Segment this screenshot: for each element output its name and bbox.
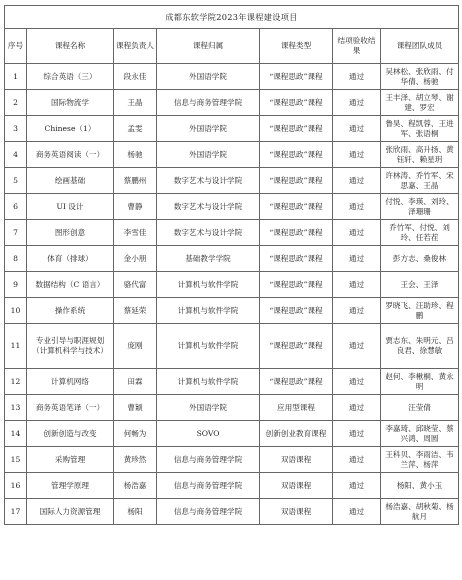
course-lead: 杨驰 bbox=[114, 142, 157, 168]
row-number: 3 bbox=[5, 116, 27, 142]
team-members: 付悦、李瑛、刘玲、泽珊珊 bbox=[381, 194, 459, 220]
header-course-name: 课程名称 bbox=[27, 29, 114, 64]
acceptance-result: 通过 bbox=[333, 90, 381, 116]
row-number: 2 bbox=[5, 90, 27, 116]
acceptance-result: 通过 bbox=[333, 168, 381, 194]
course-dept: 外国语学院 bbox=[157, 116, 260, 142]
acceptance-result: 通过 bbox=[333, 64, 381, 90]
course-type: 应用型课程 bbox=[260, 395, 333, 421]
course-name: 数据结构（C 语言） bbox=[27, 272, 114, 298]
course-dept: 数字艺术与设计学院 bbox=[157, 194, 260, 220]
course-lead: 孟雯 bbox=[114, 116, 157, 142]
row-number: 5 bbox=[5, 168, 27, 194]
document bbox=[4, 5, 458, 525]
team-members: 罗晓飞、汪助珍、程鹏 bbox=[381, 298, 459, 324]
header-row bbox=[5, 29, 459, 64]
course-dept: 信息与商务管理学院 bbox=[157, 90, 260, 116]
course-lead: 曹静 bbox=[114, 194, 157, 220]
course-name: 采购管理 bbox=[27, 447, 114, 473]
header-team: 课程团队成员 bbox=[381, 29, 459, 64]
course-type: 双语课程 bbox=[260, 473, 333, 499]
table-row bbox=[5, 246, 459, 272]
acceptance-result: 通过 bbox=[333, 421, 381, 447]
row-number: 17 bbox=[5, 499, 27, 525]
table-row bbox=[5, 499, 459, 525]
header-no: 序号 bbox=[5, 29, 27, 64]
course-type: 双语课程 bbox=[260, 499, 333, 525]
course-type: “课程思政”课程 bbox=[260, 324, 333, 369]
course-name: Chinese（1） bbox=[27, 116, 114, 142]
table-body bbox=[5, 64, 459, 525]
row-number: 12 bbox=[5, 369, 27, 395]
course-type: “课程思政”课程 bbox=[260, 90, 333, 116]
table-row bbox=[5, 64, 459, 90]
acceptance-result: 通过 bbox=[333, 246, 381, 272]
course-lead: 杨浩嘉 bbox=[114, 473, 157, 499]
team-members: 汪莹倩 bbox=[381, 395, 459, 421]
table-row bbox=[5, 395, 459, 421]
course-type: “课程思政”课程 bbox=[260, 194, 333, 220]
table-row bbox=[5, 220, 459, 246]
table-row bbox=[5, 168, 459, 194]
acceptance-result: 通过 bbox=[333, 499, 381, 525]
team-members: 李嘉琦、邱晓莹、蔡兴鸿、周圆 bbox=[381, 421, 459, 447]
acceptance-result: 通过 bbox=[333, 272, 381, 298]
header-lead: 课程负责人 bbox=[114, 29, 157, 64]
course-lead: 田霖 bbox=[114, 369, 157, 395]
table-row bbox=[5, 421, 459, 447]
team-members: 杨阳、黄小玉 bbox=[381, 473, 459, 499]
team-members: 赵何、李楸桐、黄永明 bbox=[381, 369, 459, 395]
course-lead: 蔡鹏州 bbox=[114, 168, 157, 194]
acceptance-result: 通过 bbox=[333, 473, 381, 499]
acceptance-result: 通过 bbox=[333, 324, 381, 369]
course-type: 创新创业教育课程 bbox=[260, 421, 333, 447]
row-number: 6 bbox=[5, 194, 27, 220]
team-members: 杨浩嘉、胡秋菊、杨航月 bbox=[381, 499, 459, 525]
course-name: 国际物流学 bbox=[27, 90, 114, 116]
acceptance-result: 通过 bbox=[333, 395, 381, 421]
course-lead: 庞刚 bbox=[114, 324, 157, 369]
course-lead: 段永佳 bbox=[114, 64, 157, 90]
course-lead: 骆代富 bbox=[114, 272, 157, 298]
course-lead: 曹颖 bbox=[114, 395, 157, 421]
table-row bbox=[5, 116, 459, 142]
course-lead: 李雪佳 bbox=[114, 220, 157, 246]
table-row bbox=[5, 473, 459, 499]
course-type: “课程思政”课程 bbox=[260, 220, 333, 246]
course-dept: 信息与商务管理学院 bbox=[157, 499, 260, 525]
row-number: 13 bbox=[5, 395, 27, 421]
table-row bbox=[5, 324, 459, 369]
course-type: “课程思政”课程 bbox=[260, 142, 333, 168]
acceptance-result: 通过 bbox=[333, 298, 381, 324]
course-dept: 计算机与软件学院 bbox=[157, 324, 260, 369]
acceptance-result: 通过 bbox=[333, 369, 381, 395]
course-dept: 基础教学学院 bbox=[157, 246, 260, 272]
acceptance-result: 通过 bbox=[333, 194, 381, 220]
table-row bbox=[5, 194, 459, 220]
course-type: “课程思政”课程 bbox=[260, 298, 333, 324]
course-dept: 外国语学院 bbox=[157, 64, 260, 90]
course-lead: 王晶 bbox=[114, 90, 157, 116]
table-row bbox=[5, 298, 459, 324]
course-name: 绘画基础 bbox=[27, 168, 114, 194]
row-number: 1 bbox=[5, 64, 27, 90]
header-dept: 课程归属 bbox=[157, 29, 260, 64]
course-type: “课程思政”课程 bbox=[260, 369, 333, 395]
course-type: “课程思政”课程 bbox=[260, 116, 333, 142]
course-dept: 数字艺术与设计学院 bbox=[157, 168, 260, 194]
team-members: 鲁昊、程凯蓉、王进军、张语桐 bbox=[381, 116, 459, 142]
course-dept: 计算机与软件学院 bbox=[157, 272, 260, 298]
row-number: 9 bbox=[5, 272, 27, 298]
course-name: 国际人力资源管理 bbox=[27, 499, 114, 525]
table-row bbox=[5, 272, 459, 298]
team-members: 乔竹军、付悦、刘玲、任若茬 bbox=[381, 220, 459, 246]
course-name: 创新创造与改变 bbox=[27, 421, 114, 447]
course-dept: 信息与商务管理学院 bbox=[157, 447, 260, 473]
course-dept: SOVO bbox=[157, 421, 260, 447]
course-name: 计算机网络 bbox=[27, 369, 114, 395]
acceptance-result: 通过 bbox=[333, 142, 381, 168]
course-name: 商务英语阅读（一） bbox=[27, 142, 114, 168]
table-row bbox=[5, 369, 459, 395]
course-lead: 杨阳 bbox=[114, 499, 157, 525]
course-lead: 何畅为 bbox=[114, 421, 157, 447]
team-members: 贾志东、朱明元、吕良君、徐慧敏 bbox=[381, 324, 459, 369]
course-type: “课程思政”课程 bbox=[260, 168, 333, 194]
course-type: “课程思政”课程 bbox=[260, 64, 333, 90]
team-members: 许林涛、乔竹军、宋思嘉、王晶 bbox=[381, 168, 459, 194]
course-type: 双语课程 bbox=[260, 447, 333, 473]
acceptance-result: 通过 bbox=[333, 220, 381, 246]
title-row bbox=[5, 6, 459, 29]
table-row bbox=[5, 142, 459, 168]
team-members: 王丰泽、胡立琴、谢建、罗宏 bbox=[381, 90, 459, 116]
course-lead: 金小朋 bbox=[114, 246, 157, 272]
row-number: 16 bbox=[5, 473, 27, 499]
course-dept: 外国语学院 bbox=[157, 395, 260, 421]
course-lead: 蔡延荣 bbox=[114, 298, 157, 324]
team-members: 王会、王泽 bbox=[381, 272, 459, 298]
course-dept: 信息与商务管理学院 bbox=[157, 473, 260, 499]
course-dept: 计算机与软件学院 bbox=[157, 298, 260, 324]
table-row bbox=[5, 90, 459, 116]
course-name: 体育（排球） bbox=[27, 246, 114, 272]
course-lead: 黄珍然 bbox=[114, 447, 157, 473]
row-number: 11 bbox=[5, 324, 27, 369]
course-table bbox=[4, 5, 459, 525]
acceptance-result: 通过 bbox=[333, 447, 381, 473]
row-number: 10 bbox=[5, 298, 27, 324]
row-number: 15 bbox=[5, 447, 27, 473]
course-name: 商务英语笔译（一） bbox=[27, 395, 114, 421]
team-members: 吴林松、张欣雨、付华倩、杨驰 bbox=[381, 64, 459, 90]
row-number: 4 bbox=[5, 142, 27, 168]
team-members: 王科贝、李雨洁、韦兰萍、杨萍 bbox=[381, 447, 459, 473]
header-result: 结项验收结果 bbox=[333, 29, 381, 64]
course-name: 管理学原理 bbox=[27, 473, 114, 499]
course-dept: 计算机与软件学院 bbox=[157, 369, 260, 395]
course-name: 专业引导与职涯规划（计算机科学与技术） bbox=[27, 324, 114, 369]
team-members: 张欣雨、高升扬、黄钰轩、赖星玥 bbox=[381, 142, 459, 168]
row-number: 7 bbox=[5, 220, 27, 246]
course-name: 综合英语（三） bbox=[27, 64, 114, 90]
header-type: 课程类型 bbox=[260, 29, 333, 64]
course-name: 图形创意 bbox=[27, 220, 114, 246]
row-number: 8 bbox=[5, 246, 27, 272]
course-dept: 外国语学院 bbox=[157, 142, 260, 168]
course-type: “课程思政”课程 bbox=[260, 246, 333, 272]
acceptance-result: 通过 bbox=[333, 116, 381, 142]
course-name: UI 设计 bbox=[27, 194, 114, 220]
row-number: 14 bbox=[5, 421, 27, 447]
table-title: 成都东软学院2023年课程建设项目 bbox=[5, 6, 459, 29]
table-row bbox=[5, 447, 459, 473]
course-dept: 数字艺术与设计学院 bbox=[157, 220, 260, 246]
course-name: 操作系统 bbox=[27, 298, 114, 324]
course-type: “课程思政”课程 bbox=[260, 272, 333, 298]
team-members: 彭方志、桑俊林 bbox=[381, 246, 459, 272]
